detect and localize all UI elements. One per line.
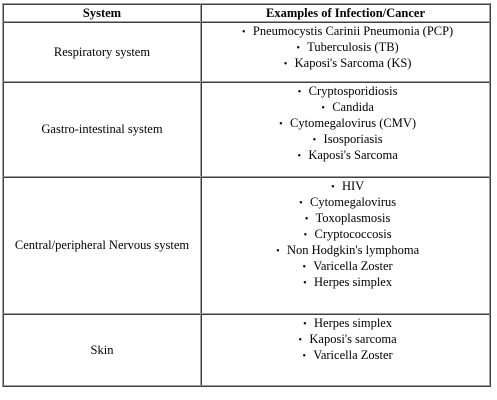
bullet-icon: •	[331, 182, 335, 193]
list-item	[202, 331, 489, 347]
bullet-icon: •	[298, 335, 303, 346]
table-row	[3, 82, 490, 177]
bullet-icon: •	[302, 262, 307, 273]
list-item	[202, 347, 489, 363]
bullet-icon: •	[312, 135, 317, 146]
example-label: Herpes simplex	[314, 275, 393, 289]
list-item	[202, 210, 489, 226]
system-cell: Central/peripheral Nervous system	[3, 177, 201, 314]
list-item	[202, 83, 489, 99]
example-label: Kaposi's Sarcoma	[308, 148, 398, 162]
example-label: Kaposi's sarcoma	[309, 332, 397, 346]
bullet-icon: •	[304, 214, 309, 225]
table-row	[3, 314, 490, 386]
example-label: HIV	[341, 179, 365, 193]
header-row	[3, 4, 490, 22]
bullet-icon: •	[302, 351, 307, 362]
list-item	[202, 194, 489, 210]
bullet-icon: •	[299, 198, 303, 209]
examples-column-header: Examples of Infection/Cancer	[201, 4, 490, 22]
infection-table	[2, 3, 491, 387]
bullet-icon: •	[283, 59, 288, 70]
examples-list	[202, 315, 489, 363]
bullet-icon: •	[321, 103, 325, 114]
example-label: Cytomegalovirus (CMV)	[290, 116, 417, 130]
list-item	[202, 258, 489, 274]
examples-cell	[201, 177, 490, 314]
list-item	[202, 131, 489, 147]
example-label: Herpes simplex	[314, 316, 393, 330]
bullet-icon: •	[303, 278, 307, 289]
example-label: Tuberculosis (TB)	[307, 40, 399, 54]
list-item	[202, 99, 489, 115]
example-label: Isosporiasis	[323, 132, 383, 146]
system-cell: Skin	[3, 314, 201, 386]
example-label: Candida	[332, 100, 374, 114]
list-item	[202, 274, 489, 290]
example-label: Cryptococcosis	[314, 227, 392, 241]
example-label: Pneumocystis Carinii Pneumonia (PCP)	[252, 24, 454, 38]
examples-cell	[201, 82, 490, 177]
examples-list	[202, 178, 489, 290]
list-item	[202, 178, 489, 194]
list-item	[202, 315, 489, 331]
examples-cell	[201, 314, 490, 386]
example-label: Toxoplasmosis	[315, 211, 391, 225]
bullet-icon: •	[276, 246, 280, 257]
example-label: Kaposi's Sarcoma (KS)	[294, 56, 412, 70]
bullet-icon: •	[297, 151, 301, 162]
list-item	[202, 242, 489, 258]
list-item	[202, 147, 489, 163]
bullet-icon: •	[303, 319, 307, 330]
list-item	[202, 115, 489, 131]
example-label: Cryptosporidiosis	[308, 84, 398, 98]
examples-list	[202, 83, 489, 163]
bullet-icon: •	[296, 43, 301, 54]
examples-list	[202, 23, 489, 71]
bullet-icon: •	[297, 87, 302, 98]
example-label: Varicella Zoster	[313, 259, 393, 273]
list-item	[202, 39, 489, 55]
examples-cell	[201, 22, 490, 82]
list-item	[202, 226, 489, 242]
system-cell: Respiratory system	[3, 22, 201, 82]
system-cell: Gastro-intestinal system	[3, 82, 201, 177]
list-item	[202, 55, 489, 71]
bullet-icon: •	[241, 27, 246, 38]
bullet-icon: •	[279, 119, 283, 130]
table-row	[3, 177, 490, 314]
example-label: Non Hodgkin's lymphoma	[287, 243, 420, 257]
system-column-header: System	[3, 4, 201, 22]
list-item	[202, 23, 489, 39]
table-row	[3, 22, 490, 82]
bullet-icon: •	[303, 230, 308, 241]
example-label: Varicella Zoster	[313, 348, 393, 362]
example-label: Cytomegalovirus	[310, 195, 397, 209]
